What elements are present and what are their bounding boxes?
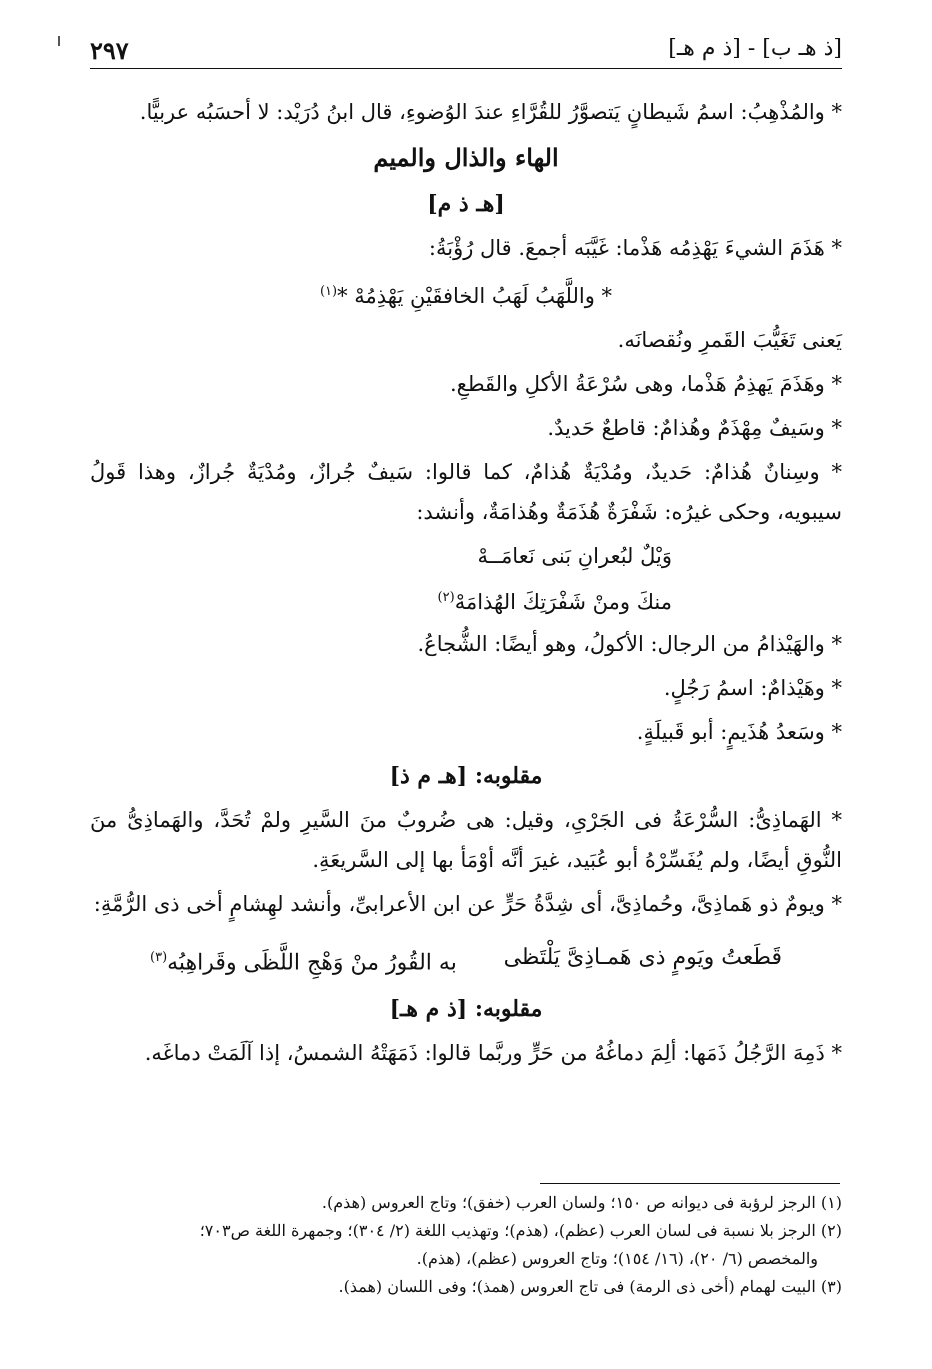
subheading-hdhm: [هـ ذ م] <box>427 191 505 217</box>
footnote-ref-2: (٢) <box>437 590 455 605</box>
footnote-divider <box>540 1183 840 1184</box>
footnote-3: (٣) البيت لهمام (أخى ذى الرمة) فى تاج العروس (همذ)؛ وفى اللسان (همذ). <box>338 1277 842 1296</box>
footnote-1: (١) الرجز لرؤبة فى ديوانه ص ١٥٠؛ ولسان العرب (خفق)؛ وتاج العروس (هذم). <box>321 1193 842 1212</box>
paragraph-sinan: * وسِنانٌ هُذامٌ: حَديدٌ، ومُدْيَةٌ هُذامٌ، كما قالوا: سَيفٌ جُرازٌ، ومُدْيَةٌ جُرازٌ، وهذا قَولُ سيبويه، وحكى غيرُه: شَفْرَةٌ هُذَمَةٌ وهُذامَةٌ، وأنشد: <box>90 460 842 524</box>
couplet-first-hemistich: قَطَعتُ ويَومٍ ذى هَمـاذِىَّ يَلْتَظى <box>503 945 782 970</box>
paragraph-hadham: * هَذَمَ الشيءَ يَهْذِمُه هَذْما: غَيَّبَه أجمعَ. قال رُؤْبَةُ: <box>428 236 842 260</box>
verse-line-2 <box>90 578 842 622</box>
paragraph-haydham: * والهَيْذامُ من الرجال: الأكولُ، وهو أيضًا: الشُّجاعُ. <box>417 632 842 656</box>
paragraph-mudhhib: * والمُذْهِبُ: اسمُ شَيطانٍ يَتصوَّرُ للقُرَّاءِ عندَ الوُضوءِ، قال ابنُ دُرَيْد: لا أحسَبُه عربيًّا. <box>139 100 842 124</box>
footnote-2-continued: والمخصص (٦/ ٢٠)، (١٦/ ١٥٤)؛ وتاج العروس (عظم)، (هذم). <box>416 1249 818 1268</box>
main-text <box>90 92 842 1077</box>
page-number: ٢٩٧ <box>90 36 129 65</box>
verse-ruba <box>90 272 842 316</box>
verse-text: به القُورُ منْ وَهْجِ اللَّظَى وقَراهِبُه <box>167 950 457 976</box>
section-heading: الهاء والذال والميم <box>373 143 559 172</box>
paragraph-haydham-name: * وهَيْذامٌ: اسمُ رَجُلٍ. <box>663 676 842 700</box>
subheading-hmdh: مقلوبه: [هـ م ذ] <box>389 763 543 789</box>
verse-text: منكَ ومنْ شَفْرَتِكَ الهُذامَهْ <box>454 590 672 614</box>
paragraph-yawm: * ويومٌ ذو هَماذِىَّ، وحُماذِىَّ، أى شِدَّةُ حَرٍّ عن ابن الأعرابىِّ، وأنشد لهِشامٍ أخى ذى الرُّمَّةِ: <box>93 892 842 916</box>
paragraph-yani: يَعنى تَغَيُّبَ القَمرِ ونُقصانَه. <box>617 328 842 352</box>
paragraph-sayf: * وسَيفٌ مِهْذَمٌ وهُذامٌ: قاطعٌ حَديدٌ. <box>547 416 842 440</box>
verse-couplet <box>90 938 842 983</box>
paragraph-wahadham: * وهَذَمَ يَهذِمُ هَذْما، وهى سُرْعَةُ الأكلِ والقَطعِ. <box>449 372 842 396</box>
footnote-ref-1: (١) <box>319 284 338 299</box>
paragraph-saad: * وسَعدُ هُذَيمٍ: أبو قَبيلَةٍ. <box>636 720 842 744</box>
verse-text: * واللَّهَبُ لَهَبُ الخافقَيْنِ يَهْذِمُهْ * <box>337 284 613 308</box>
couplet-second-hemistich <box>150 938 457 983</box>
footnote-2: (٢) الرجز بلا نسبة فى لسان العرب (عظم)، (هذم)؛ وتهذيب اللغة (٢/ ٣٠٤)؛ وجمهرة اللغة ص٧٠٣؛ <box>199 1221 842 1240</box>
margin-mark <box>58 36 60 46</box>
running-header <box>90 34 842 69</box>
header-title: [ذ هـ ب] - [ذ م هـ] <box>668 36 842 61</box>
footnotes <box>90 1190 842 1302</box>
paragraph-dhamih: * ذَمِهَ الرَّجُلُ ذَمَها: ألِمَ دماغُهُ من حَرٍّ وربَّما قالوا: ذَمَهَتْهُ الشمسُ، إذا آلَمَتْ دماغَه. <box>144 1041 842 1066</box>
paragraph-hamadhi: * الهَماذِىُّ: السُّرْعَةُ فى الجَرْىِ، وقيل: هى ضُروبٌ منَ السَّيرِ ولمْ تُحَدَّ، والهَماذِىُّ منَ النُّوقِ أيضًا، ولم يُفَسِّرْهُ أبو عُبَيد، غيرَ أنَّه أوْمَأ بها إلى السَّريعَةِ. <box>90 808 842 872</box>
subheading-dhmh: مقلوبه: [ذ م هـ] <box>389 996 543 1023</box>
verse-line-1: وَيْلٌ لبُعرانِ بَنى نَعامَــهْ <box>477 544 672 568</box>
footnote-ref-3: (٣) <box>150 950 168 965</box>
